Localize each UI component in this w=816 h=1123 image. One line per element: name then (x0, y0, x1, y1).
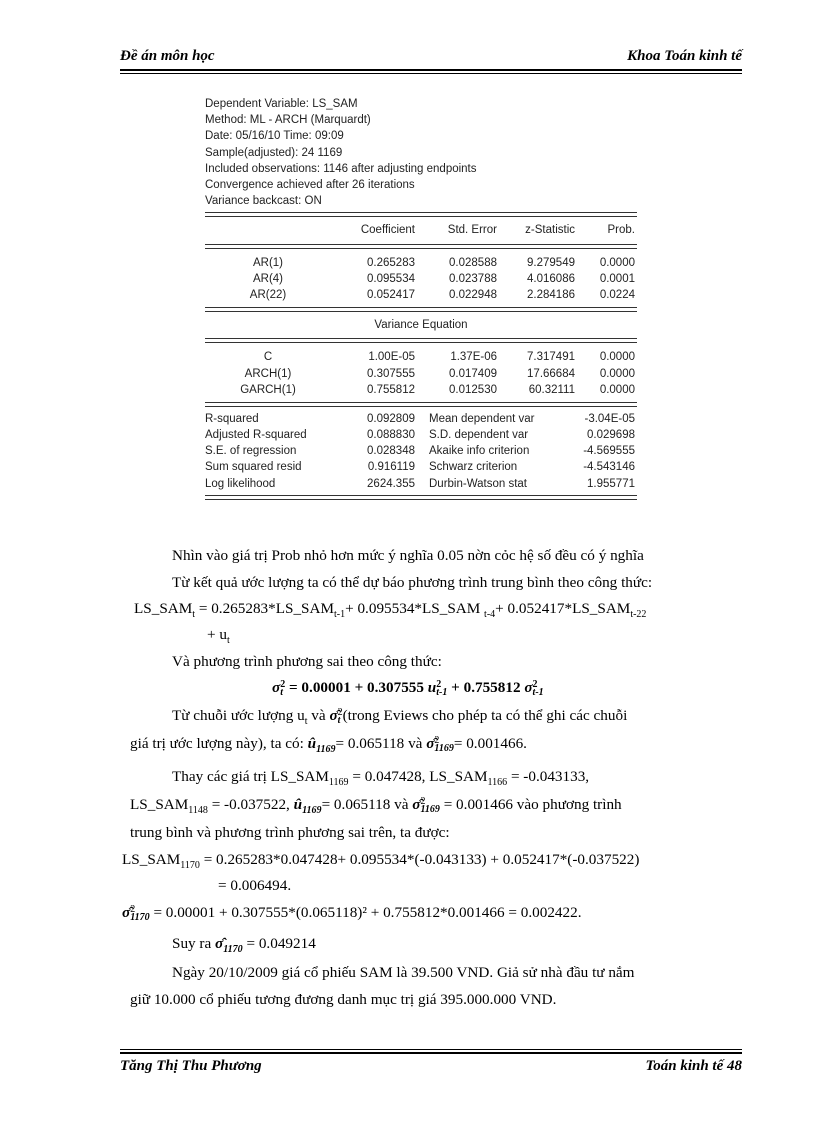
paragraph: Từ chuỗi ước lượng $u_t$ và σ̂ 2 t (trong Eviews cho phép ta có thể ghi các chuỗi (172, 706, 628, 727)
cell: 0.023788 (449, 272, 497, 285)
stats-row (205, 427, 637, 443)
cell: 0.017409 (449, 367, 497, 380)
cell: Schwarz criterion (429, 461, 518, 474)
cell: 9.279549 (527, 256, 575, 269)
col-header: z-Statistic (525, 224, 575, 237)
header-left: Đề án môn học (120, 48, 215, 64)
cell: -4.569555 (583, 445, 635, 458)
cell: AR(4) (252, 272, 284, 285)
mean-equation: $LS\_SAM_t$ = $0.265283*LS\_SAM_{t-1}+$ 0.095534*LS_SAM $_{t-4}+ 0.052417*LS\_SAM_{t-22}$ (134, 600, 647, 620)
variance-equation: σ 2 t = 0.00001 + 0.307555 u 2 t-1 + 0.755812 σ 2 t-1 (272, 678, 544, 698)
cell: 0.052417 (367, 288, 415, 301)
cell: 0.0224 (599, 288, 635, 301)
cell: 0.095534 (367, 272, 415, 285)
cell: 0.092809 (367, 412, 415, 425)
cell: 2624.355 (367, 477, 415, 490)
table-row (205, 255, 637, 271)
stats-row (205, 476, 637, 492)
cell: R-squared (205, 412, 259, 425)
cell: 0.0001 (599, 272, 635, 285)
cell: 1.955771 (587, 477, 635, 490)
cell: Log likelihood (205, 477, 276, 490)
variance-title: Variance Equation (374, 319, 468, 332)
paragraph: $LS\_SAM_{1148} = -0.037522$, $û_{1169}= 0.065118$ và σ̂ 2 1169 = 0.001466 vào phương trình (130, 795, 622, 816)
calc-line: = 0.006494. (218, 877, 292, 894)
col-header: Prob. (607, 224, 635, 237)
table-rule (205, 307, 637, 312)
meta-line: Convergence achieved after 26 iterations (205, 179, 415, 192)
paragraph: Và phương trình phương sai theo công thức: (172, 653, 442, 670)
col-header: Std. Error (447, 224, 497, 237)
cell: 0.916119 (367, 461, 415, 474)
cell: AR(1) (252, 256, 284, 269)
cell: 0.028348 (367, 445, 415, 458)
cell: GARCH(1) (240, 383, 296, 396)
header-rule (120, 69, 742, 71)
table-row (205, 271, 637, 287)
paragraph: Ngày 20/10/2009 giá cổ phiếu SAM là 39.500 VND. Giả sử nhà đầu tư nắm (172, 964, 635, 981)
cell: Sum squared resid (205, 461, 302, 474)
mean-equation-cont: + $u_t$ (207, 626, 230, 646)
footer-rule (120, 1052, 742, 1054)
cell: 0.012530 (449, 383, 497, 396)
stats-row (205, 443, 637, 459)
table-row (205, 382, 637, 398)
paragraph: Từ kết quả ước lượng ta có thể dự báo phương trình trung bình theo công thức: (172, 574, 653, 591)
paragraph: giá trị ước lượng này), ta có: $û_{1169}= 0.065118$ và σ̂ 2 1169 = 0.001466. (130, 734, 527, 755)
paragraph: giữ 10.000 cổ phiếu tương đương danh mục trị giá 395.000.000 VND. (130, 991, 557, 1008)
header-rule-thin (120, 73, 742, 74)
cell: -4.543146 (583, 461, 635, 474)
page-header (120, 48, 742, 68)
footer-rule-thin (120, 1049, 742, 1050)
cell: Akaike info criterion (429, 445, 530, 458)
footer-right: Toán kinh tế 48 (645, 1058, 742, 1074)
paragraph: Suy ra $\sigmâ_{1170} = 0.049214$ (172, 935, 316, 955)
cell: 17.66684 (527, 367, 575, 380)
eviews-output (205, 96, 637, 500)
table-header-row (205, 222, 637, 238)
cell: AR(22) (249, 288, 287, 301)
cell: 2.284186 (527, 288, 575, 301)
cell: Durbin-Watson stat (429, 477, 527, 490)
meta-line: Dependent Variable: LS_SAM (205, 98, 358, 110)
table-row (205, 287, 637, 303)
cell: 0.0000 (599, 367, 635, 380)
header-right: Khoa Toán kinh tế (627, 48, 742, 64)
cell: 0.088830 (367, 429, 415, 442)
calc-line: σ̂ 2 1170 = 0.00001 + 0.307555*(0.065118)² + 0.755812*0.001466 = 0.002422. (122, 903, 582, 923)
cell: ARCH(1) (244, 367, 292, 380)
cell: Adjusted R-squared (205, 429, 307, 442)
meta-line: Method: ML - ARCH (Marquardt) (205, 114, 371, 127)
cell: 0.029698 (587, 429, 635, 442)
meta-line: Variance backcast: ON (205, 195, 322, 208)
cell: Mean dependent var (429, 412, 535, 425)
cell: 0.307555 (367, 367, 415, 380)
cell: 1.00E-05 (368, 351, 415, 364)
cell: 60.32111 (528, 383, 575, 396)
cell: 0.755812 (367, 383, 415, 396)
cell: 0.0000 (599, 383, 635, 396)
cell: 0.265283 (367, 256, 415, 269)
cell: 1.37E-06 (450, 351, 497, 364)
cell: 0.022948 (449, 288, 497, 301)
cell: S.D. dependent var (429, 429, 529, 442)
paragraph: trung bình và phương trình phương sai trên, ta được: (130, 824, 450, 841)
meta-line: Sample(adjusted): 24 1169 (205, 146, 343, 159)
meta-line: Included observations: 1146 after adjusting endpoints (205, 162, 477, 175)
footer-left: Tăng Thị Thu Phương (120, 1058, 262, 1074)
meta-line: Date: 05/16/10 Time: 09:09 (205, 130, 344, 143)
variance-title-row (205, 317, 637, 333)
eviews-meta (205, 96, 637, 209)
cell: 0.0000 (599, 256, 635, 269)
cell: 7.317491 (527, 351, 575, 364)
cell: 0.0000 (599, 351, 635, 364)
stats-row (205, 411, 637, 427)
col-header: Coefficient (360, 224, 415, 237)
paragraph: Thay các giá trị $LS\_SAM_{1169} = 0.047428$, $LS\_SAM_{1166} = -0.043133$, (172, 768, 590, 788)
table-row (205, 349, 637, 365)
page-footer (120, 1058, 742, 1078)
cell: C (263, 351, 273, 364)
cell: 0.028588 (449, 256, 497, 269)
cell: -3.04E-05 (584, 412, 635, 425)
calc-line: $LS\_SAM_{1170} = 0.265283*0.047428+ 0.095534*(-0.043133) + 0.052417*(-0.037522)$ (122, 851, 640, 871)
table-row (205, 366, 637, 382)
table-rule (205, 495, 637, 500)
cell: 4.016086 (527, 272, 575, 285)
stats-row (205, 459, 637, 475)
table-rule (205, 212, 637, 217)
cell: S.E. of regression (205, 445, 297, 458)
paragraph: Nhìn vào giá trị Prob nhỏ hơn mức ý nghĩa 0.05 nờn cỏc hệ số đều có ý nghĩa (172, 547, 644, 564)
